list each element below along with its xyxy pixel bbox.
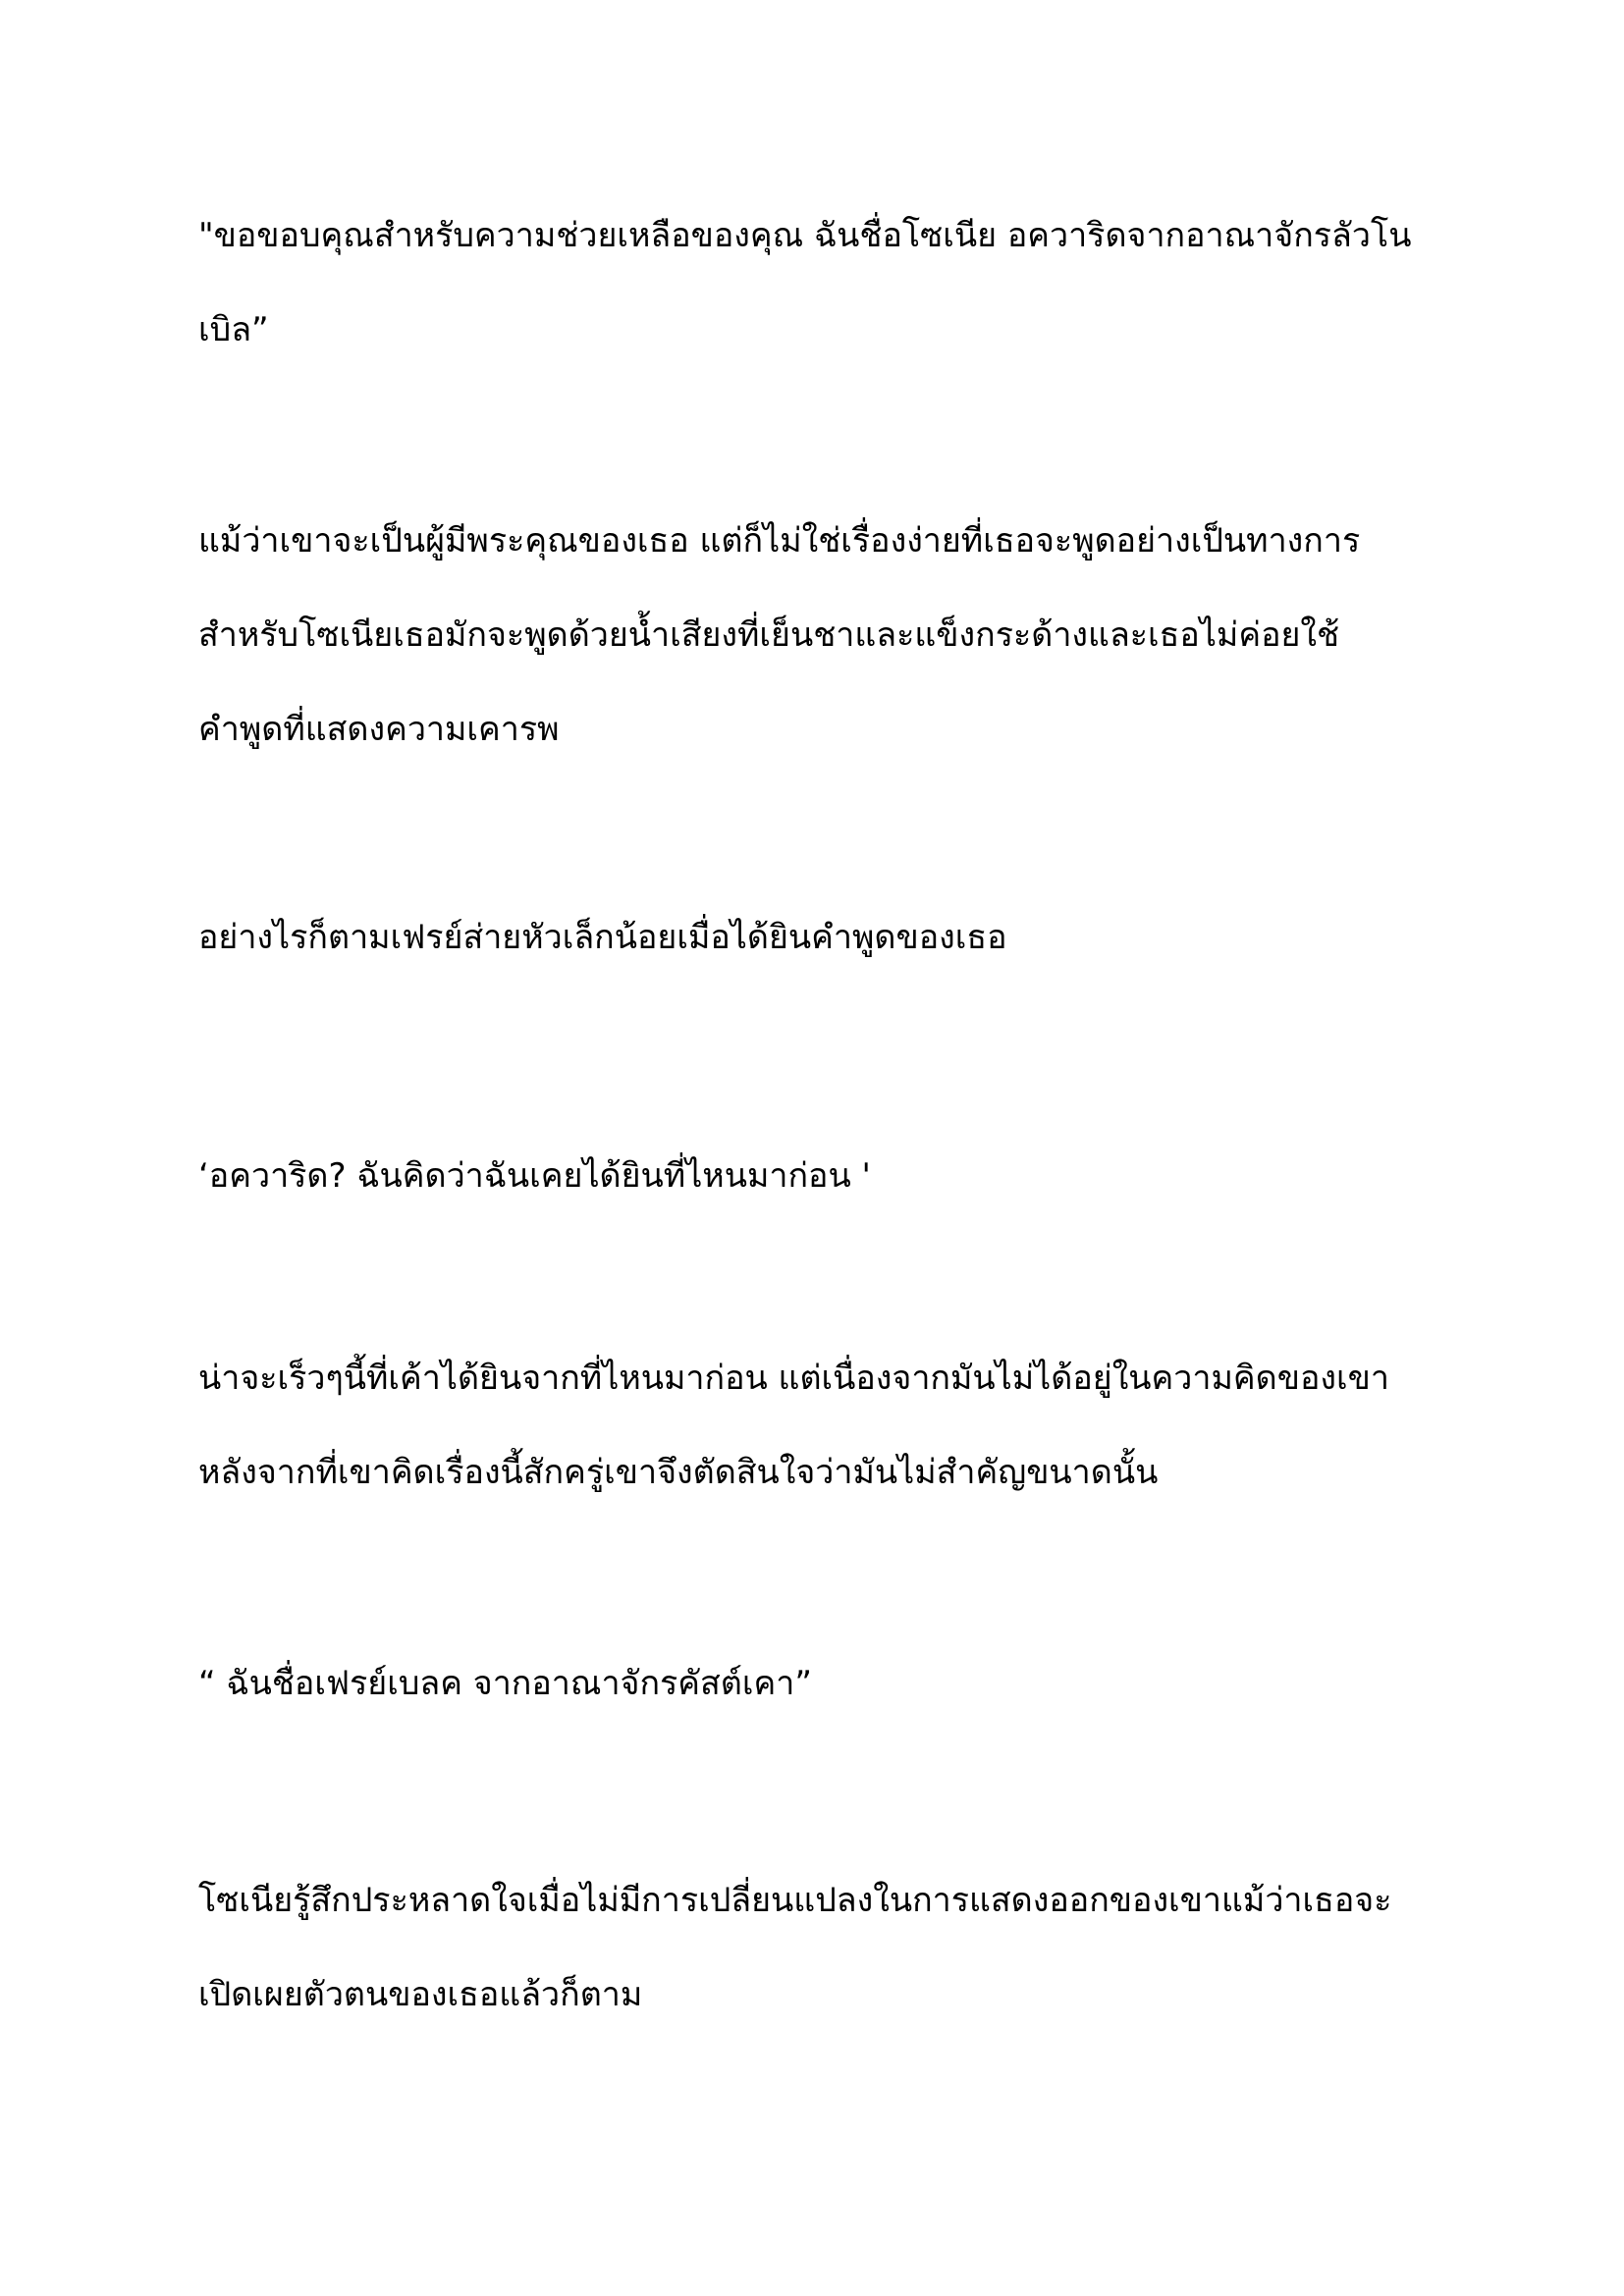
paragraph-1 xyxy=(198,188,1445,377)
paragraph-7-line-1: โซเนียรู้สึกประหลาดใจเมื่อไม่มีการเปลี่ยนแปลงในการแสดงออกของเขาแม้ว่าเธอจะ xyxy=(198,1881,1392,1920)
paragraph-2-line-1: แม้ว่าเขาจะเป็นผู้มีพระคุณของเธอ แต่ก็ไม่ใช่เรื่องง่ายที่เธอจะพูดอย่างเป็นทางการ xyxy=(198,521,1361,561)
paragraph-2 xyxy=(198,494,1445,776)
paragraph-5-line-2: หลังจากที่เขาคิดเรื่องนี้สักครู่เขาจึงตัดสินใจว่ามันไม่สำคัญขนาดนั้น xyxy=(198,1453,1159,1492)
paragraph-6 xyxy=(198,1636,1445,1731)
paragraph-3 xyxy=(198,890,1445,985)
paragraph-7-line-2: เปิดเผยตัวตนของเธอแล้วก็ตาม xyxy=(198,1975,643,2014)
paragraph-3-line-1: อย่างไรก็ตามเฟรย์ส่ายหัวเล็กน้อยเมื่อได้ยินคำพูดของเธอ xyxy=(198,918,1007,957)
paragraph-4 xyxy=(198,1129,1445,1223)
paragraph-1-line-1: "ขอขอบคุณสำหรับความช่วยเหลือของคุณ ฉันชื่อโซเนีย อควาริดจากอาณาจักรลัวโน xyxy=(198,216,1412,255)
paragraph-5-line-1: น่าจะเร็วๆนี้ที่เค้าได้ยินจากที่ไหนมาก่อน แต่เนื่องจากมันไม่ได้อยู่ในความคิดของเขา xyxy=(198,1359,1389,1398)
paragraph-2-line-2: สำหรับโซเนียเธอมักจะพูดด้วยน้ำเสียงที่เย็นชาและแข็งกระด้างและเธอไม่ค่อยใช้ xyxy=(198,615,1340,655)
paragraph-6-line-1: “ ฉันชื่อเฟรย์เบลค จากอาณาจักรคัสต์เคา” xyxy=(198,1664,812,1703)
paragraph-5 xyxy=(198,1331,1445,1520)
paragraph-4-line-1: ‘อควาริด? ฉันคิดว่าฉันเคยได้ยินที่ไหนมาก่อน ' xyxy=(198,1156,871,1196)
paragraph-1-line-2: เบิล” xyxy=(198,310,269,349)
paragraph-2-line-3: คำพูดที่แสดงความเคารพ xyxy=(198,710,560,749)
paragraph-7 xyxy=(198,1853,1445,2042)
